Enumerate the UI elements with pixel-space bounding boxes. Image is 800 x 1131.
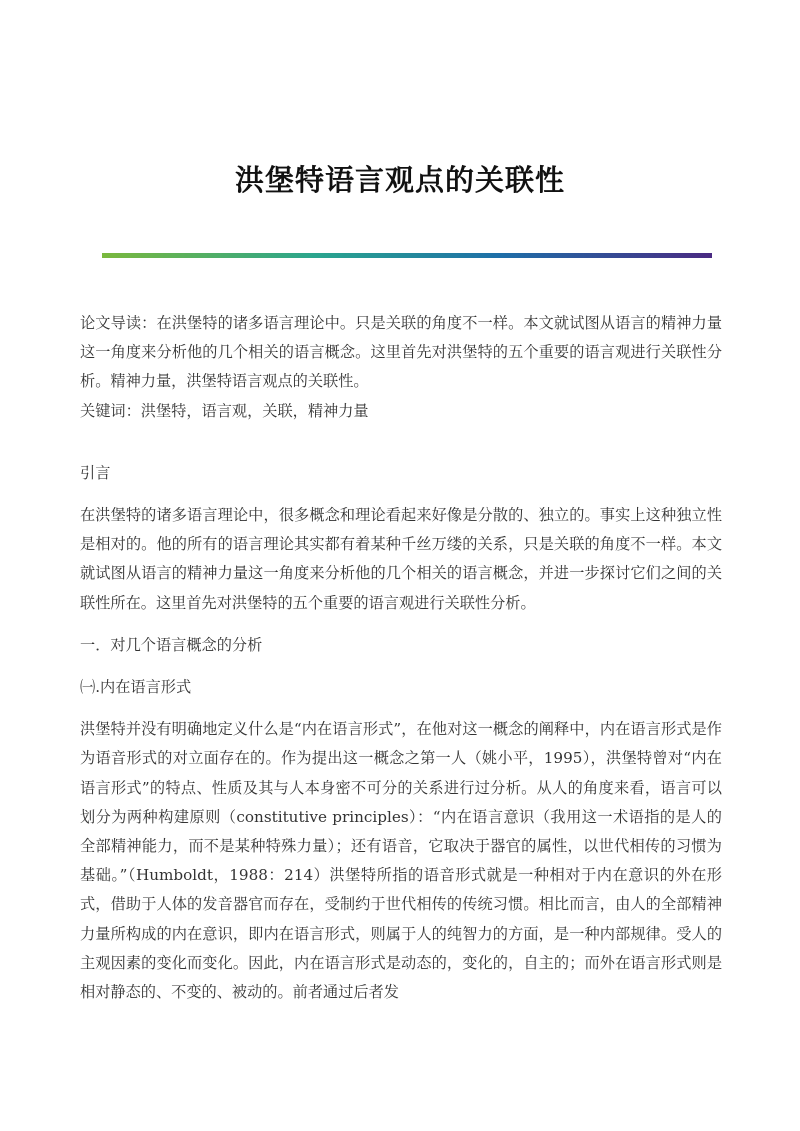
title-divider — [102, 253, 712, 258]
intro-heading: 引言 — [80, 463, 111, 482]
body-paragraph: 洪堡特并没有明确地定义什么是“内在语言形式”，在他对这一概念的阐释中，内在语言形式是作为语音形式的对立面存在的。作为提出这一概念之第一人（姚小平，1995），洪堡特曾对“内在语言形式”的特点、性质及其与人本身密不可分的关系进行过分析。从人的角度来看，语言可以划分为两种构建原则（constitutive principles）：“内在语言意识（我用这一术语指的是人的全部精神能力，而不是某种特殊力量）；还有语音，它取决于器官的属性，以世代相传的习惯为基础。”（Humboldt，1988：214）洪堡特所指的语音形式就是一种相对于内在意识的外在形式，借助于人体的发音器官而存在，受制约于世代相传的传统习惯。相比而言，由人的全部精神力量所构成的内在意识，即内在语言形式，则属于人的纯智力的方面，是一种内部规律。受人的主观因素的变化而变化。因此，内在语言形式是动态的，变化的，自主的；而外在语言形式则是相对静态的、不变的、被动的。前者通过后者发 — [80, 720, 722, 1002]
document-body — [80, 309, 722, 1007]
abstract-paragraph: 论文导读：在洪堡特的诸多语言理论中。只是关联的角度不一样。本文就试图从语言的精神力量这一角度来分析他的几个相关的语言概念。这里首先对洪堡特的五个重要的语言观进行关联性分析。精神力量，洪堡特语言观点的关联性。 — [80, 314, 722, 391]
intro-paragraph: 在洪堡特的诸多语言理论中，很多概念和理论看起来好像是分散的、独立的。事实上这种独立性是相对的。他的所有的语言理论其实都有着某种千丝万缕的关系，只是关联的角度不一样。本文就试图从语言的精神力量这一角度来分析他的几个相关的语言概念，并进一步探讨它们之间的关联性所在。这里首先对洪堡特的五个重要的语言观进行关联性分析。 — [80, 506, 722, 612]
page-title: 洪堡特语言观点的关联性 — [234, 163, 565, 197]
subsection-heading: ㈠.内在语言形式 — [80, 678, 192, 697]
keywords-line: 关键词：洪堡特，语言观，关联，精神力量 — [80, 401, 369, 420]
section-heading: 一．对几个语言概念的分析 — [80, 635, 263, 654]
